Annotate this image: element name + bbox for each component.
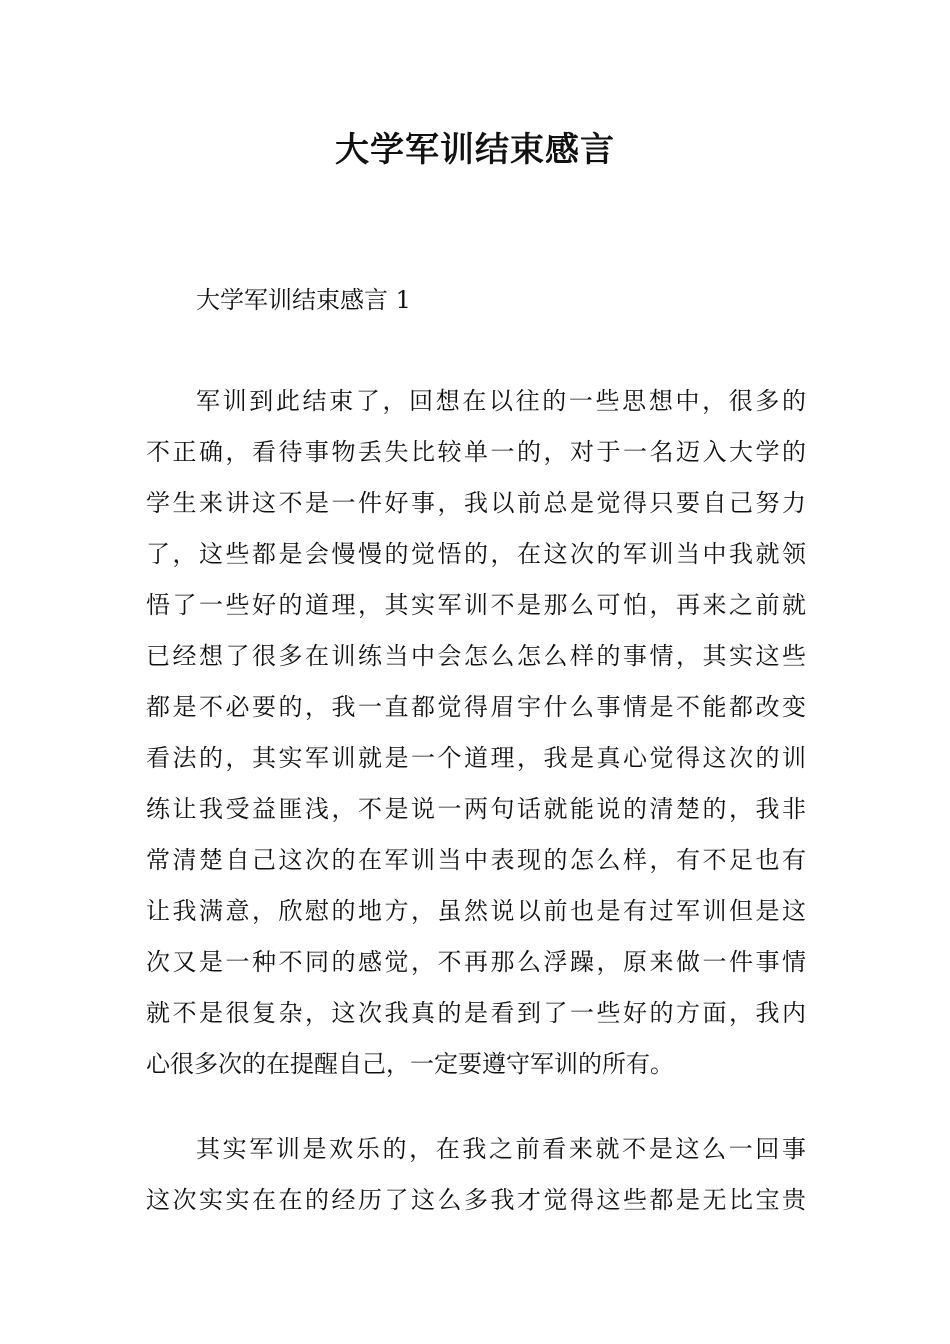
- paragraph-line: 这次实实在在的经历了这么多我才觉得这些都是无比宝贵: [146, 1186, 806, 1214]
- paragraph-2: [146, 1124, 806, 1226]
- paragraph-line: 已经想了很多在训练当中会怎么怎么样的事情，其实这些: [146, 642, 806, 670]
- paragraph-line: 常清楚自己这次的在军训当中表现的怎么样，有不足也有: [146, 846, 806, 874]
- paragraph-1: [146, 376, 806, 1090]
- paragraph-line: 次又是一种不同的感觉，不再那么浮躁，原来做一件事情: [146, 948, 806, 976]
- paragraph-line: 了，这些都是会慢慢的觉悟的，在这次的军训当中我就领: [146, 540, 806, 568]
- section-heading: 大学军训结束感言 1: [196, 286, 411, 314]
- paragraph-line: 看法的，其实军训就是一个道理，我是真心觉得这次的训: [146, 744, 806, 772]
- paragraph-line: 心很多次的在提醒自己，一定要遵守军训的所有。: [146, 1050, 674, 1078]
- paragraph-line: 让我满意，欣慰的地方，虽然说以前也是有过军训但是这: [146, 897, 806, 925]
- paragraph-line: 练让我受益匪浅，不是说一两句话就能说的清楚的，我非: [146, 795, 806, 823]
- paragraph-line: 学生来讲这不是一件好事，我以前总是觉得只要自己努力: [146, 489, 806, 517]
- paragraph-line: 不正确，看待事物丢失比较单一的，对于一名迈入大学的: [146, 438, 806, 466]
- document-title: 大学军训结束感言: [335, 130, 615, 170]
- paragraph-line: 就不是很复杂，这次我真的是看到了一些好的方面，我内: [146, 999, 806, 1027]
- paragraph-line: 悟了一些好的道理，其实军训不是那么可怕，再来之前就: [146, 591, 806, 619]
- paragraph-line: 其实军训是欢乐的，在我之前看来就不是这么一回事: [196, 1135, 806, 1163]
- paragraph-line: 军训到此结束了，回想在以往的一些思想中，很多的: [196, 387, 806, 415]
- paragraph-line: 都是不必要的，我一直都觉得眉宇什么事情是不能都改变: [146, 693, 806, 721]
